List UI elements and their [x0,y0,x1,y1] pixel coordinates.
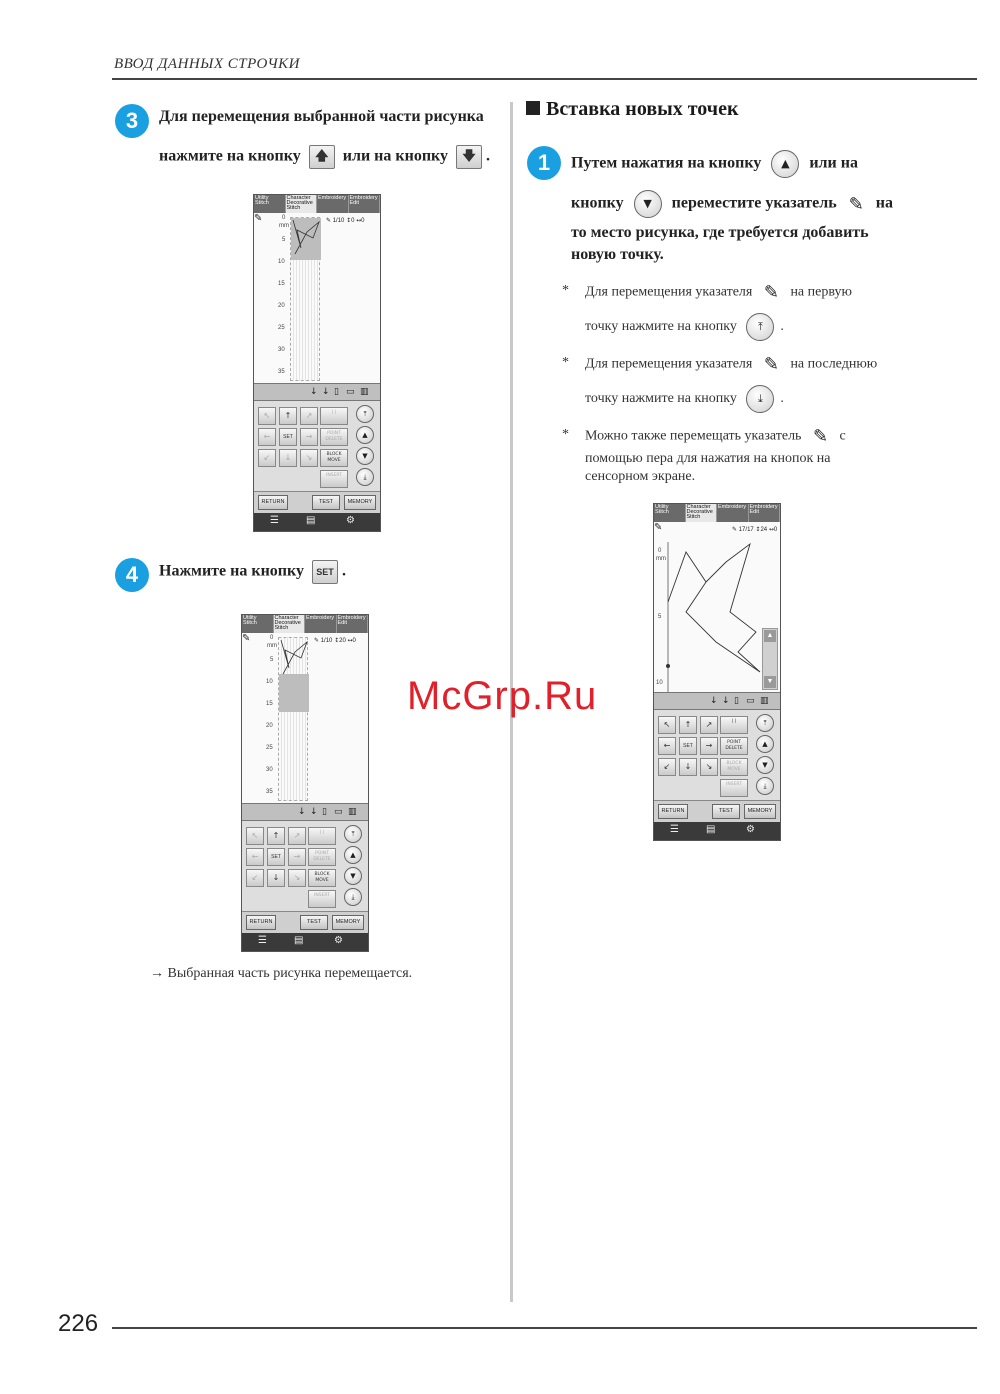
settings-icon[interactable]: ⚙ [334,935,343,946]
screen-tabs [654,504,780,522]
memory-button[interactable]: MEMORY [344,495,376,510]
note-2-line-2-text: точку нажмите на кнопку [585,391,737,407]
memory-button[interactable]: MEMORY [332,915,364,930]
step-1-line-4: новую точку. [571,246,664,263]
step-3-line-1: Для перемещения выбранной части рисунка [159,108,484,125]
bottom-bar [254,491,380,513]
ruler-label: 35 [266,789,273,795]
point-delete-key[interactable]: POINT DELETE [308,848,336,866]
minus-icon[interactable]: ▭ [346,387,355,397]
book-icon[interactable]: ▥ [360,387,369,397]
pencil-icon: ✎ [254,213,263,224]
note-3-before: Можно также перемещать указатель [585,428,802,444]
screen-footer [654,822,780,840]
point-info: ✎ 1/10 ↕20 ↔0 [314,637,356,644]
note-2-before: Для перемещения указателя [585,356,753,372]
book-icon[interactable]: ▥ [760,696,769,706]
step-1-line-1 [571,150,858,178]
point-info: ✎ 17/17 ↕24 ↔0 [732,526,778,533]
minus-icon[interactable]: ▭ [746,696,755,706]
ruler-label: 30 [278,347,285,353]
insert-key[interactable]: INSERT [320,470,348,488]
section-title [526,98,738,121]
arrow-left-key[interactable]: ← [658,737,676,755]
insert-key[interactable]: INSERT [720,779,748,797]
arrow-down-key[interactable]: ↓ [267,869,285,887]
frame-icon[interactable]: ▯ [734,696,739,706]
note-1-after: на первую [790,284,852,300]
step-4-badge: 4 [115,558,149,592]
needle-icon[interactable]: ↓ [310,807,318,817]
screen-mockup-2 [241,614,369,952]
key-panel [242,821,368,911]
settings-icon[interactable]: ⚙ [746,824,755,835]
scroll-up-icon[interactable]: ▲ [764,630,776,642]
step-1-line-2-middle: переместите указатель [671,194,837,212]
step-1-line-1-before: Путем нажатия на кнопку [571,154,762,172]
test-button[interactable]: TEST [712,804,740,819]
down-triangle-icon: ▼ [634,190,662,218]
screen-footer [242,933,368,951]
tab-embroidery[interactable]: Embroidery [317,195,349,213]
step-1-line-2-after: на [875,194,894,212]
step-1-line-3: то место рисунка, где требуется добавить [571,224,869,241]
pencil-icon: ✎ [654,522,663,533]
point-current: 1 [332,218,337,224]
align-key[interactable]: | | [308,827,336,845]
point-marker-icon: ✎ [326,217,332,224]
note-3-star: * [562,427,569,442]
step-3-line-2-before: нажмите на кнопку [159,147,301,165]
step-1-badge: 1 [527,146,561,180]
step-1-line-2-before: кнопку [571,194,624,212]
last-point-icon[interactable]: ⤓ [756,777,774,795]
needle-icon[interactable]: ↓ [322,387,330,397]
ruler-label: mm [656,556,666,562]
vertical-arrow-icon: ↕ [755,526,761,533]
ruler-label: 35 [278,369,285,375]
arrow-up-left-key[interactable]: ↖ [658,716,676,734]
horizontal-value: 0 [361,218,365,224]
block-move-key[interactable]: BLOCK MOVE [720,758,748,776]
note-1-line-2-text: точку нажмите на кнопку [585,319,737,335]
frame-icon[interactable]: ▯ [322,807,327,817]
arrow-up-icon: 🡅 [309,145,335,169]
screen-tabs [242,615,368,633]
vertical-scrollbar[interactable] [762,628,778,690]
tab-utility-stitch[interactable]: Utility Stitch [242,615,274,633]
return-button[interactable]: RETURN [658,804,688,819]
first-point-icon: ⤒ [746,313,774,341]
note-1-line-2 [585,313,784,341]
last-point-icon[interactable]: ⤓ [344,888,362,906]
note-2-line-1 [585,354,877,375]
arrow-up-left-key[interactable]: ↖ [258,407,276,425]
test-button[interactable]: TEST [300,915,328,930]
bottom-bar [242,911,368,933]
watermark: McGrp.Ru [407,674,598,718]
arrow-down-right-key[interactable]: ↘ [288,869,306,887]
point-current: 17 [738,527,746,533]
ruler-label: 0 [282,215,286,221]
pointer-pencil-icon: ✎ [763,354,779,375]
tab-utility-stitch[interactable]: Utility Stitch [254,195,286,213]
vertical-arrow-icon: ↕ [346,217,352,224]
arrow-down-icon: 🡇 [456,145,482,169]
step-3-line-2-middle: или на кнопку [342,147,449,165]
page-number: 226 [58,1310,99,1337]
arrow-up-right-key[interactable]: ↗ [288,827,306,845]
ruler-label: 0 [270,635,274,641]
return-button[interactable]: RETURN [246,915,276,930]
set-key[interactable]: SET [279,428,297,446]
pointer-pencil-icon: ✎ [763,282,779,303]
ruler-label: 20 [278,303,285,309]
tool-strip [242,803,368,821]
arrow-down-left-key[interactable]: ↙ [658,758,676,776]
note-3-line-1 [585,426,846,447]
horizontal-arrow-icon: ↔ [347,637,353,644]
vertical-arrow-icon: ↕ [334,637,340,644]
note-2-after: на последнюю [790,356,878,372]
ruler-label: mm [279,223,289,229]
tab-embroidery-edit[interactable]: Embroidery Edit [349,195,381,213]
pencil-icon: ✎ [242,633,251,644]
memory-button[interactable]: MEMORY [744,804,776,819]
ruler-label: 15 [266,701,273,707]
tool-strip [654,692,780,710]
first-point-icon[interactable]: ⤒ [356,405,374,423]
arrow-right-key[interactable]: → [700,737,718,755]
point-total: 17 [747,527,754,533]
screen-tabs [254,195,380,213]
stitch-canvas [242,633,368,803]
note-1-end: . [780,319,784,335]
step-4-line [159,560,346,584]
step-3-line-2 [159,145,490,169]
tab-embroidery[interactable]: Embroidery [717,504,749,522]
ruler-label: 15 [278,281,285,287]
ruler-label: 10 [266,679,273,685]
header-rule [112,78,977,80]
up-triangle-icon[interactable]: ▲ [756,735,774,753]
settings-icon[interactable]: ⚙ [346,515,355,526]
align-key[interactable]: | | [320,407,348,425]
point-marker-icon: ✎ [314,637,320,644]
ruler-label: 10 [656,680,663,686]
arrow-up-right-key[interactable]: ↗ [700,716,718,734]
arrow-up-key[interactable]: ↑ [267,827,285,845]
arrow-up-key[interactable]: ↑ [279,407,297,425]
scroll-down-icon[interactable]: ▼ [764,676,776,688]
up-triangle-icon[interactable]: ▲ [356,426,374,444]
machine-icon[interactable]: ▤ [706,824,716,835]
set-button-icon: SET [312,560,338,584]
up-triangle-icon[interactable]: ▲ [344,846,362,864]
step-3-badge: 3 [115,104,149,138]
ruler-label: 30 [266,767,273,773]
key-panel [654,710,780,800]
insert-key[interactable]: INSERT [308,890,336,908]
page-icon[interactable]: ☰ [270,515,279,526]
screen-mockup-1 [253,194,381,532]
stitch-shape [291,218,321,258]
arrow-up-key[interactable]: ↑ [679,716,697,734]
return-button[interactable]: RETURN [258,495,288,510]
pointer-pencil-icon: ✎ [848,193,864,215]
ruler-label: 20 [266,723,273,729]
point-info: ✎ 1/10 ↕0 ↔0 [326,217,365,224]
needle-icon[interactable]: ↓ [310,387,318,397]
ruler-label: 5 [270,657,274,663]
note-1-line-1 [585,282,852,303]
tab-utility-stitch[interactable]: Utility Stitch [654,504,686,522]
stitch-canvas [254,213,380,383]
screen-mockup-3 [653,503,781,841]
test-button[interactable]: TEST [312,495,340,510]
horizontal-arrow-icon: ↔ [356,217,362,224]
step-3-line-2-end: . [486,147,491,165]
tab-embroidery-edit[interactable]: Embroidery Edit [749,504,781,522]
arrow-up-left-key[interactable]: ↖ [246,827,264,845]
block-move-key[interactable]: BLOCK MOVE [320,449,348,467]
vertical-value: 0 [351,218,355,224]
note-1-star: * [562,283,569,298]
down-triangle-icon[interactable]: ▼ [356,447,374,465]
screen-footer [254,513,380,531]
horizontal-value: 0 [773,527,778,533]
arrow-down-left-key[interactable]: ↙ [246,869,264,887]
book-icon[interactable]: ▥ [348,807,357,817]
point-delete-key[interactable]: POINT DELETE [720,737,748,755]
moved-block [279,674,309,712]
step-4-end: . [342,562,346,580]
tab-character-decorative[interactable]: Character Decorative Stitch [274,615,306,633]
tab-character-decorative[interactable]: Character Decorative Stitch [686,504,718,522]
note-3-after: с [839,428,846,444]
note-2-end: . [780,391,784,407]
first-point-icon[interactable]: ⤒ [344,825,362,843]
machine-icon[interactable]: ▤ [306,515,316,526]
needle-icon[interactable]: ↓ [710,696,718,706]
last-point-icon[interactable]: ⤓ [356,468,374,486]
ruler-label: 25 [278,325,285,331]
page-icon[interactable]: ☰ [258,935,267,946]
section-title-text: Вставка новых точек [546,98,739,120]
point-current: 1 [320,638,325,644]
ruler-label: 5 [282,237,286,243]
set-key[interactable]: SET [679,737,697,755]
tab-embroidery-edit[interactable]: Embroidery Edit [337,615,369,633]
tab-character-decorative[interactable]: Character Decorative Stitch [286,195,318,213]
note-1-before: Для перемещения указателя [585,284,753,300]
block-move-key[interactable]: BLOCK MOVE [308,869,336,887]
horizontal-value: 0 [352,638,356,644]
tab-embroidery[interactable]: Embroidery [305,615,337,633]
ruler-label: mm [267,643,277,649]
arrow-left-key[interactable]: ← [258,428,276,446]
ruler-label: 0 [658,548,662,554]
running-header: ВВОД ДАННЫХ СТРОЧКИ [114,56,300,72]
page-icon[interactable]: ☰ [670,824,679,835]
arrow-down-key[interactable]: ↓ [279,449,297,467]
align-key[interactable]: | | [720,716,748,734]
tool-strip [254,383,380,401]
arrow-down-right-key[interactable]: ↘ [700,758,718,776]
step-1-line-2 [571,190,893,218]
note-3-line-3: сенсорном экране. [585,469,696,484]
arrow-up-right-key[interactable]: ↗ [300,407,318,425]
arrow-down-right-key[interactable]: ↘ [300,449,318,467]
note-2-line-2 [585,385,784,413]
down-triangle-icon[interactable]: ▼ [756,756,774,774]
ruler-label: 5 [658,614,662,620]
stitch-preview[interactable] [290,217,320,381]
horizontal-arrow-icon: ↔ [768,526,774,533]
stitch-preview[interactable] [278,637,308,801]
down-triangle-icon[interactable]: ▼ [344,867,362,885]
up-triangle-icon: ▲ [771,150,799,178]
ruler-label: 10 [278,259,285,265]
machine-icon[interactable]: ▤ [294,935,304,946]
set-key[interactable]: SET [267,848,285,866]
vertical-value: 20 [339,638,346,644]
stitch-zoomed-shape[interactable] [666,542,766,692]
arrow-left-key[interactable]: ← [246,848,264,866]
first-point-icon[interactable]: ⤒ [756,714,774,732]
result-text: → Выбранная часть рисунка перемещается. [150,966,413,981]
arrow-right-key[interactable]: → [288,848,306,866]
note-2-star: * [562,355,569,370]
point-total: 10 [325,638,333,644]
footer-rule [112,1327,977,1329]
stitch-shape [279,638,309,678]
point-delete-key[interactable]: POINT DELETE [320,428,348,446]
frame-icon[interactable]: ▯ [334,387,339,397]
arrow-right-key[interactable]: → [300,428,318,446]
minus-icon[interactable]: ▭ [334,807,343,817]
note-3-line-2: помощью пера для нажатия на кнопок на [585,451,831,466]
vertical-value: 24 [760,527,768,533]
bottom-bar [654,800,780,822]
square-bullet-icon [526,101,540,115]
point-total: 10 [337,218,345,224]
needle-icon[interactable]: ↓ [722,696,730,706]
arrow-down-left-key[interactable]: ↙ [258,449,276,467]
point-marker-icon: ✎ [732,526,738,533]
key-panel [254,401,380,491]
last-point-icon: ⤓ [746,385,774,413]
stitch-canvas [654,522,780,692]
needle-icon[interactable]: ↓ [298,807,306,817]
step-1-line-1-after: или на [809,154,858,172]
step-4-text: Нажмите на кнопку [159,562,304,580]
pointer-pencil-icon: ✎ [812,426,829,447]
arrow-down-key[interactable]: ↓ [679,758,697,776]
ruler-label: 25 [266,745,273,751]
